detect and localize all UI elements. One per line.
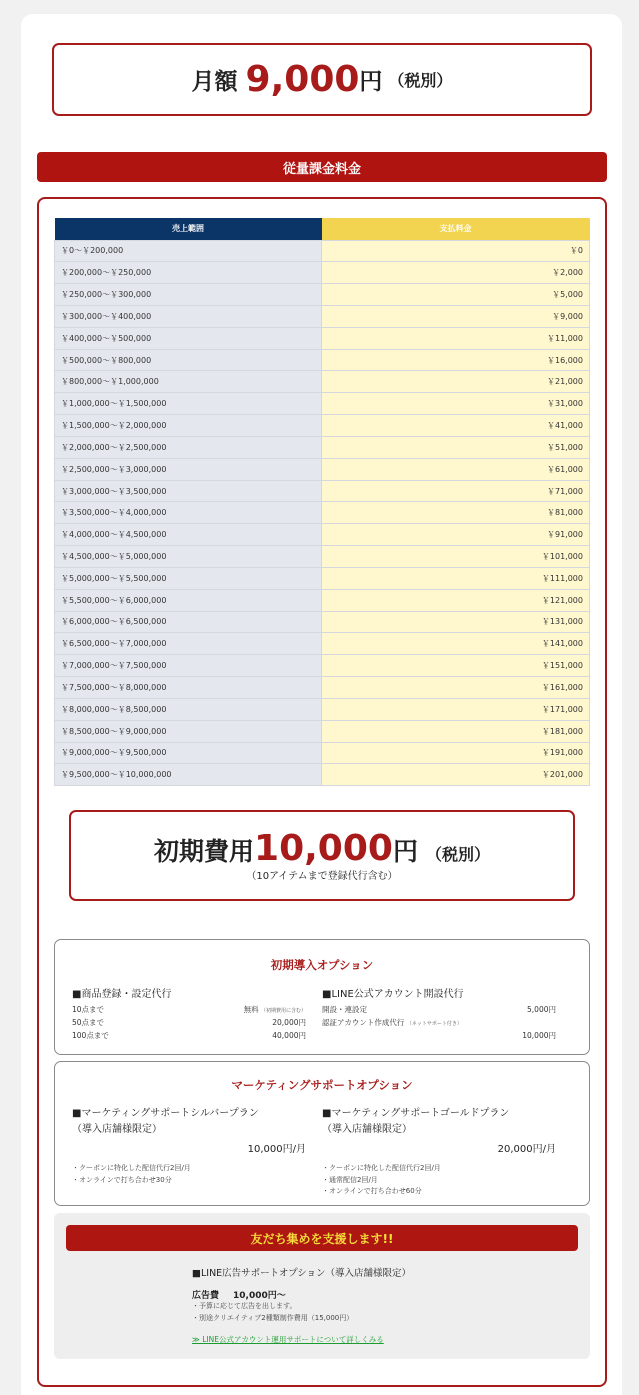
- sales-range-cell: ￥0～￥200,000: [55, 240, 322, 262]
- fee-cell: ￥141,000: [322, 633, 590, 655]
- sales-range-cell: ￥7,500,000～￥8,000,000: [55, 677, 322, 699]
- gold-plan-column: [322, 1106, 556, 1198]
- ad-cost-value: 10,000円～: [233, 1291, 286, 1301]
- table-row: [55, 305, 590, 327]
- option-row-note: （ネットサポート付き）: [406, 1021, 462, 1027]
- sales-range-cell: ￥3,500,000～￥4,000,000: [55, 502, 322, 524]
- initial-fee-tax: （税別）: [425, 845, 490, 864]
- line-support-link[interactable]: ≫ LINE公式アカウント運用サポートについて詳しくみる: [192, 1335, 384, 1344]
- sales-range-cell: ￥7,000,000～￥7,500,000: [55, 655, 322, 677]
- table-row: [55, 611, 590, 633]
- line-ad-bullet: ・別途クリエイティブ2種類制作費用（15,000円）: [192, 1313, 354, 1322]
- silver-plan-sub: （導入店舗様限定）: [72, 1124, 162, 1135]
- option-row-label: 100点まで: [72, 1031, 109, 1040]
- gold-plan-sub: （導入店舗様限定）: [322, 1124, 412, 1135]
- table-row: [55, 655, 590, 677]
- option-row: [72, 1029, 306, 1042]
- plan-bullet: ・オンラインで打ち合わせ60分: [322, 1187, 422, 1195]
- fee-cell: ￥91,000: [322, 524, 590, 546]
- fee-cell: ￥51,000: [322, 436, 590, 458]
- fee-cell: ￥101,000: [322, 546, 590, 568]
- fee-cell: ￥0: [322, 240, 590, 262]
- table-row: [55, 524, 590, 546]
- option-row-price: 無料: [243, 1005, 259, 1014]
- sales-range-cell: ￥1,500,000～￥2,000,000: [55, 415, 322, 437]
- option-row-label: 50点まで: [72, 1018, 105, 1027]
- sales-range-cell: ￥9,500,000～￥10,000,000: [55, 764, 322, 786]
- fee-cell: ￥71,000: [322, 480, 590, 502]
- fee-cell: ￥191,000: [322, 742, 590, 764]
- initial-options-title: 初期導入オプション: [270, 958, 374, 972]
- table-row: [55, 393, 590, 415]
- sales-range-cell: ￥800,000～￥1,000,000: [55, 371, 322, 393]
- table-row: [55, 327, 590, 349]
- table-row: [55, 371, 590, 393]
- fee-cell: ￥5,000: [322, 284, 590, 306]
- initial-options-box: [54, 939, 590, 1055]
- fee-cell: ￥16,000: [322, 349, 590, 371]
- initial-fee-note: （10アイテムまで登録代行含む）: [246, 871, 398, 882]
- sales-range-cell: ￥4,000,000～￥4,500,000: [55, 524, 322, 546]
- table-row: [55, 567, 590, 589]
- line-ad-content: [192, 1265, 492, 1345]
- gold-plan-price: 20,000円/月: [497, 1144, 556, 1155]
- sales-range-cell: ￥5,000,000～￥5,500,000: [55, 567, 322, 589]
- monthly-price-box: [52, 43, 592, 116]
- friends-banner: 友だち集めを支援します!!: [66, 1225, 578, 1251]
- table-row: [55, 677, 590, 699]
- option-row-label: [322, 1017, 462, 1028]
- ad-cost-label: 広告費: [192, 1291, 220, 1301]
- initial-fee-box: [69, 810, 575, 901]
- initial-fee-amount: 10,000: [254, 828, 393, 869]
- sales-range-cell: ￥300,000～￥400,000: [55, 305, 322, 327]
- sales-range-cell: ￥400,000～￥500,000: [55, 327, 322, 349]
- option-row-label: 10点まで: [72, 1005, 105, 1014]
- line-ad-bullet: ・予算に応じて広告を出します。: [192, 1302, 297, 1310]
- option-row-value: 40,000円: [272, 1031, 306, 1040]
- product-registration-heading: ■商品登録・設定代行: [72, 989, 172, 1000]
- fee-cell: ￥9,000: [322, 305, 590, 327]
- table-row: [55, 546, 590, 568]
- marketing-options-title: マーケティングサポートオプション: [231, 1078, 413, 1092]
- col-header-fee: 支払料金: [322, 218, 590, 240]
- monthly-tax-note: （税別）: [388, 71, 453, 90]
- sales-range-cell: ￥2,000,000～￥2,500,000: [55, 436, 322, 458]
- fee-cell: ￥171,000: [322, 698, 590, 720]
- fee-cell: ￥121,000: [322, 589, 590, 611]
- option-row-note: （初期費用に含む）: [260, 1008, 306, 1014]
- option-row-value: 20,000円: [272, 1018, 306, 1027]
- monthly-unit: 円: [359, 69, 383, 95]
- sales-range-cell: ￥1,000,000～￥1,500,000: [55, 393, 322, 415]
- sales-range-cell: ￥8,000,000～￥8,500,000: [55, 698, 322, 720]
- line-account-column: [322, 985, 556, 1042]
- sales-range-cell: ￥5,500,000～￥6,000,000: [55, 589, 322, 611]
- table-row: [55, 589, 590, 611]
- option-row: [72, 1003, 306, 1016]
- sales-range-cell: ￥4,500,000～￥5,000,000: [55, 546, 322, 568]
- fee-cell: ￥31,000: [322, 393, 590, 415]
- plan-bullet: ・クーポンに特化した配信代行2回/月: [72, 1164, 191, 1172]
- sales-range-cell: ￥9,000,000～￥9,500,000: [55, 742, 322, 764]
- option-row-text: 認証アカウント作成代行: [322, 1018, 405, 1027]
- fee-cell: ￥161,000: [322, 677, 590, 699]
- table-row: [55, 240, 590, 262]
- table-row: [55, 284, 590, 306]
- sales-range-cell: ￥250,000～￥300,000: [55, 284, 322, 306]
- silver-plan-column: [72, 1106, 306, 1186]
- line-account-heading: ■LINE公式アカウント開設代行: [322, 989, 464, 1000]
- ad-cost: [192, 1288, 492, 1301]
- sales-range-cell: ￥500,000～￥800,000: [55, 349, 322, 371]
- fee-cell: ￥151,000: [322, 655, 590, 677]
- fee-cell: ￥181,000: [322, 720, 590, 742]
- pricing-card: [21, 14, 622, 1395]
- fee-cell: ￥131,000: [322, 611, 590, 633]
- plan-bullet: ・通常配信2回/月: [322, 1175, 378, 1184]
- fee-cell: ￥2,000: [322, 262, 590, 284]
- fee-cell: ￥41,000: [322, 415, 590, 437]
- initial-fee-unit: 円: [392, 837, 418, 866]
- fee-cell: ￥81,000: [322, 502, 590, 524]
- sales-range-cell: ￥3,000,000～￥3,500,000: [55, 480, 322, 502]
- option-row: [322, 1016, 556, 1029]
- usage-fee-header: 従量課金料金: [37, 152, 607, 182]
- sales-range-cell: ￥6,500,000～￥7,000,000: [55, 633, 322, 655]
- line-ad-heading: ■LINE広告サポートオプション（導入店舗様限定）: [192, 1268, 412, 1279]
- option-row: [322, 1003, 556, 1016]
- fee-cell: ￥11,000: [322, 327, 590, 349]
- gold-plan-heading: ■マーケティングサポートゴールドプラン: [322, 1108, 510, 1119]
- fee-cell: ￥201,000: [322, 764, 590, 786]
- option-row: [322, 1029, 556, 1042]
- table-row: [55, 458, 590, 480]
- table-row: [55, 764, 590, 786]
- plan-bullet: ・オンラインで打ち合わせ30分: [72, 1175, 172, 1184]
- monthly-amount: 9,000: [245, 59, 360, 100]
- table-row: [55, 436, 590, 458]
- fee-cell: ￥111,000: [322, 567, 590, 589]
- sales-range-cell: ￥6,000,000～￥6,500,000: [55, 611, 322, 633]
- option-row: [72, 1016, 306, 1029]
- usage-fee-panel: [37, 197, 607, 1387]
- line-ad-support-panel: [54, 1213, 590, 1359]
- table-row: [55, 415, 590, 437]
- table-row: [55, 742, 590, 764]
- fee-cell: ￥21,000: [322, 371, 590, 393]
- sales-range-cell: ￥8,500,000～￥9,000,000: [55, 720, 322, 742]
- silver-plan-price: 10,000円/月: [247, 1144, 306, 1155]
- col-header-sales-range: 売上範囲: [55, 218, 322, 240]
- marketing-options-box: [54, 1061, 590, 1206]
- fee-table: [54, 218, 590, 786]
- fee-cell: ￥61,000: [322, 458, 590, 480]
- table-row: [55, 502, 590, 524]
- monthly-label: 月額: [191, 69, 238, 95]
- silver-plan-heading: ■マーケティングサポートシルバープラン: [72, 1108, 259, 1119]
- option-row-value: 5,000円: [527, 1005, 556, 1014]
- table-row: [55, 480, 590, 502]
- option-row-label: 開設・連設定: [322, 1005, 367, 1014]
- table-row: [55, 698, 590, 720]
- table-row: [55, 720, 590, 742]
- sales-range-cell: ￥200,000～￥250,000: [55, 262, 322, 284]
- plan-bullet: ・クーポンに特化した配信代行2回/月: [322, 1164, 441, 1172]
- product-registration-column: [72, 985, 306, 1042]
- table-row: [55, 262, 590, 284]
- table-row: [55, 349, 590, 371]
- table-row: [55, 633, 590, 655]
- sales-range-cell: ￥2,500,000～￥3,000,000: [55, 458, 322, 480]
- option-row-value: [244, 1004, 306, 1015]
- option-row-value: 10,000円: [522, 1031, 556, 1040]
- initial-fee-label: 初期費用: [154, 837, 255, 866]
